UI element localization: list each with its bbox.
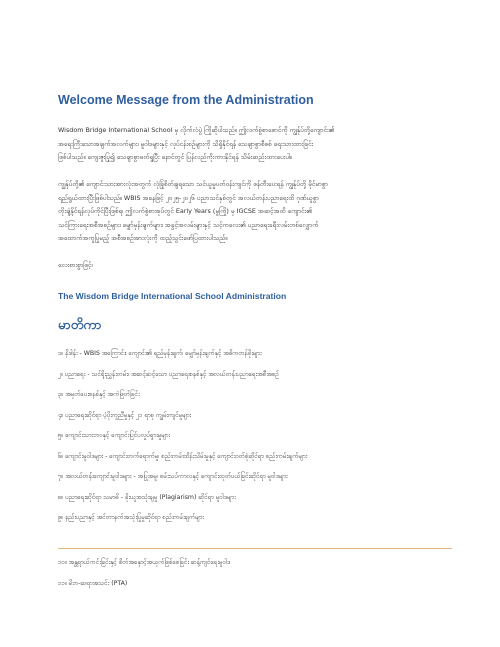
paragraph-line: တိုးချဲ့နိုင်ရန်လုပ်ကိုင်ပြီးဖြစ်ရ၊ ဤလက်စွဲစာအုပ်တွင် Early Years (မူကြို) မှ IGCSE အဆင့်အထိ ကျောင်း၏ — [58, 207, 312, 215]
paragraph-line: အရေးကြီးသောအချက်အလက်များ၊ မူဝါဒများနှင့် လုပ်ငန်းစဉ်များကို သိရှိနိုင်ရန် သေချာစွာစီစစ် ရေးသားထားခြင်း — [58, 139, 314, 148]
toc-item[interactable]: ၇။ အလယ်တန်းကျောင်းမူဝါဒများ - အပြုအမူ၊ စမ်းသပ်ကာလနှင့် ကျောင်းထုတ်ပယ်ခြင်းဆိုင်ရာ မူဝါဒများ — [58, 473, 288, 480]
paragraph-line: ဖြစ်ပါသည်။ ကျေးဇူးပြု၍ သေချာစွာဖတ်ရှုပြီး နောင်တွင် ပြန်လည်ကိုးကားနိုင်ရန် သိမ်းဆည်းထားပေးပါ။ — [58, 153, 292, 161]
toc-item[interactable]: ၉။ နည်းပညာနှင့် အင်တာနက်အသုံးပြုမှုဆိုင်ရာ စည်းကမ်းချက်များ — [58, 514, 204, 521]
signoff-text: လေးစားစွာဖြင့်၊ — [58, 261, 93, 269]
section-divider — [58, 548, 452, 549]
welcome-heading: Welcome Message from the Administration — [58, 93, 314, 107]
paragraph-line: ကျွန်ုပ်တို့၏ ကျောင်းသားအားလုံးအတွက် လုံခြုံစိတ်ချရသော သင်ယူမှုပတ်ဝန်းကျင်ကို ဖန်တီးပေးရန် ကျွန်ုပ်တို့ မိုင်မာစွာ — [58, 180, 328, 188]
toc-item[interactable]: ၃။ အမှတ်ပေးစနစ်နှင့် အကဲဖြတ်ခြင်း — [58, 391, 140, 398]
paragraph-line: ရည်ရွယ်ထားပြီးဖြစ်ပါသည်။ WBIS အနေဖြင့် ၂၀၂၅-၂၀၂၆ ပညာသင်နှစ်တွင် အလယ်တန်းပညာရေးထိ ဂုဏ်ယူစွာ — [58, 193, 319, 202]
toc-list-continued — [58, 557, 450, 598]
toc-list — [58, 348, 450, 533]
toc-item[interactable]: ၂။ ပညာရေး - သင်ရိုးညွှန်းတမ်း၊ အဆင့်ဆင့်သော ပညာရေးစနစ်နှင့် အလယ်တန်းပညာရေးအစီအစဉ် — [58, 370, 279, 378]
toc-item[interactable]: ၄။ ပညာရေးဆိုင်ရာ ပံ့ပိုးကူညီမှုနှင့် ၂၁ ရာစု ကျွမ်းကျင်မှုများ — [58, 411, 191, 419]
welcome-paragraph-2 — [58, 178, 450, 246]
paragraph-line: အထောက်အကူပြုမည့် အစီအစဉ်အားလုံးကို ထည့်သွင်းဖော်ပြထားပါသည်။ — [58, 234, 228, 242]
toc-item[interactable]: ၈။ ပညာရေးဆိုင်ရာ သမာဓိ - ခိုးယူအသုံးချမှု (Plagiarism) ဆိုင်ရာ မူဝါဒများ — [58, 493, 236, 501]
paragraph-line: Wisdom Bridge International School မှ လိုက်လံပွဲ ကြိုဆိုပါသည်။ ဤလက်စွဲစာစောင်ကို ကျွန်ုပ်တို့ကျောင်း၏ — [58, 126, 335, 134]
toc-item[interactable]: ၆။ ကျောင်းမူဝါဒများ - ကျောင်းတက်ရောက်မှု၊ စည်းကမ်းထိန်းသိမ်းမှုနှင့် ကျောင်းဝတ်စုံဆိုင်ရာ စည်းကမ်းချက်များ — [58, 452, 308, 460]
toc-item[interactable]: ၁၀။ အန္တရာယ်ကင်းခြင်းနှင့် စိတ်အနှောင့်အယှက်ဖြစ်စေခြင်း ဆန့်ကျင်ရေးမူဝါဒ — [58, 559, 231, 566]
welcome-paragraph-1 — [58, 124, 450, 165]
administration-name: The Wisdom Bridge International School Administration — [58, 291, 287, 301]
paragraph-line: သင်ကြားရေးအစီအစဉ်များ၊ မျှော်မှန်းချက်များ၊ အခွင့်အလမ်းများနှင့် သင့်ကလေး၏ ပညာရေးခရီးလမ်းတစ်လျှောက် — [58, 220, 319, 229]
toc-item[interactable]: ၁။ နိဒါန်း - WBIS အကြောင်း၊ ကျောင်း၏ ရည်မှန်းချက်၊ မျှော်မှန်းချက်နှင့် အဓိကတန်ဖိုးများ — [58, 350, 262, 357]
toc-item[interactable]: ၅။ ကျောင်းသားဘဝနှင့် ကျောင်းပြင်ပလှုပ်ရှားမှုများ — [58, 432, 171, 439]
toc-title: မာတိကာ — [58, 318, 102, 333]
toc-item[interactable]: ၁၁။ မိဘ-ဆရာအသင်း (PTA) — [58, 579, 128, 587]
